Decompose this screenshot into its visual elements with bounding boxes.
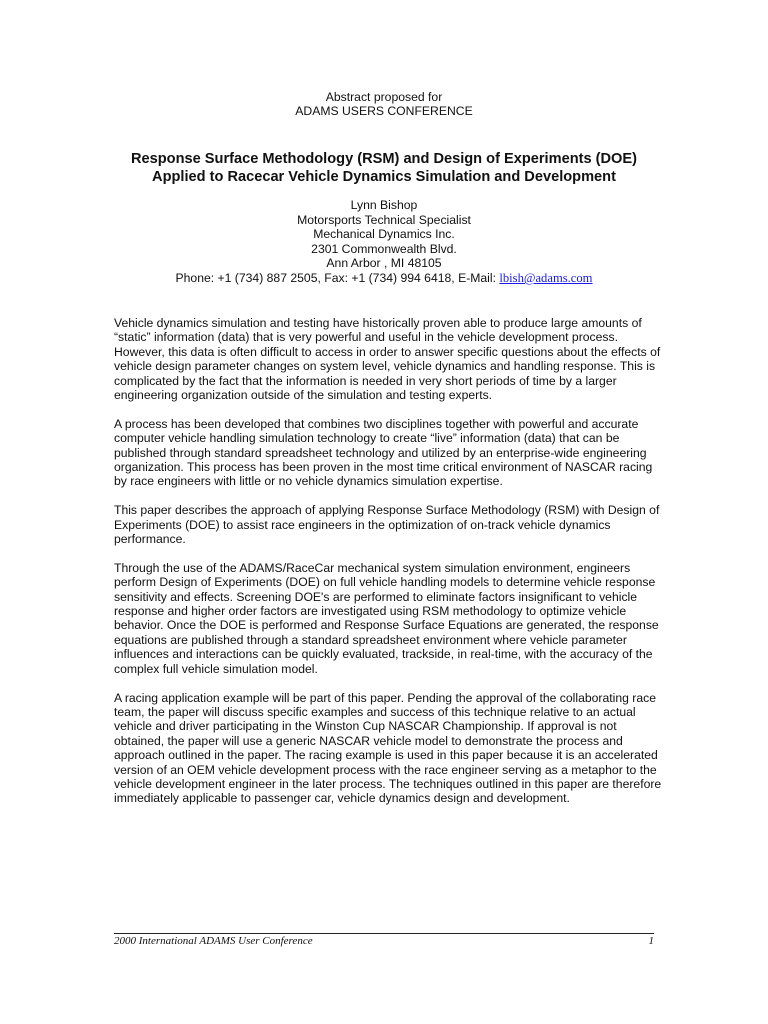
author-name: Lynn Bishop: [350, 198, 418, 212]
author-street: 2301 Commonwealth Blvd.: [311, 241, 457, 256]
title-line-1: Response Surface Methodology (RSM) and Design of Experiments (DOE): [131, 151, 637, 167]
paragraph-1: Vehicle dynamics simulation and testing have historically proven able to produce large amounts of “static” information (data) that is very powerful and useful in the vehicle development process. However, this data is often difficult to access in order to answer specific questions about the effects of vehicle design parameter changes on system level, vehicle dynamics and handling response. This is complicated by the fact that the information is needed in very short periods of time by a larger engineering organization outside of the simulation and testing experts.: [114, 316, 661, 403]
author-block: [0, 198, 768, 286]
author-position: Motorsports Technical Specialist: [297, 212, 471, 227]
header-line-2: ADAMS USERS CONFERENCE: [295, 104, 473, 118]
abstract-header: [0, 90, 768, 118]
page-number: 1: [648, 935, 654, 947]
paragraph-5: A racing application example will be part of this paper. Pending the approval of the collaborating race team, the paper will discuss specific examples and success of this technique relative to an actual vehicle and driver participating in the Winston Cup NASCAR Championship. If approval is not obtained, the paper will use a generic NASCAR vehicle model to demonstrate the process and approach outlined in the paper. The racing example is used in this paper because it is an accelerated version of an OEM vehicle development process with the race engineer serving as a metaphor to the vehicle development engineer in the later process. The techniques outlined in this paper are therefore immediately applicable to passenger car, vehicle dynamics design and development.: [114, 690, 662, 806]
contact-text: Phone: +1 (734) 887 2505, Fax: +1 (734) 994 6418, E-Mail:: [175, 270, 500, 285]
paragraph-3: This paper describes the approach of applying Response Surface Methodology (RSM) with Design of Experiments (DOE) to assist race engineers in the optimization of on-track vehicle dynamics performance.: [114, 503, 660, 547]
footer-conference: 2000 International ADAMS User Conference: [114, 935, 313, 947]
paper-title: [60, 150, 708, 186]
author-contact: [0, 271, 768, 286]
title-line-2: Applied to Racecar Vehicle Dynamics Simulation and Development: [152, 169, 616, 185]
header-line-1: Abstract proposed for: [325, 90, 443, 104]
paragraph-2: A process has been developed that combines two disciplines together with powerful and accurate computer vehicle handling simulation technology to create “live” information (data) that can be published through standard spreadsheet technology and utilized by an enterprise-wide engineering organization. This process has been proven in the most time critical environment of NASCAR racing by race engineers with little or no vehicle dynamics simulation expertise.: [114, 416, 653, 489]
abstract-body: [114, 316, 662, 820]
author-city: Ann Arbor , MI 48105: [326, 256, 442, 271]
footer-divider: [114, 933, 654, 934]
author-company: Mechanical Dynamics Inc.: [313, 227, 455, 242]
email-link[interactable]: lbish@adams.com: [499, 270, 593, 285]
paragraph-4: Through the use of the ADAMS/RaceCar mechanical system simulation environment, engineers perform Design of Experiments (DOE) on full vehicle handling models to determine vehicle response sensitivity and effects. Screening DOE's are performed to eliminate factors insignificant to vehicle response and higher order factors are investigated using RSM methodology to optimize vehicle behavior. Once the DOE is performed and Response Surface Equations are generated, the response equations are published through a standard spreadsheet environment where vehicle parameter influences and interactions can be quickly evaluated, trackside, in real-time, with the accuracy of the complex full vehicle simulation model.: [114, 560, 659, 676]
